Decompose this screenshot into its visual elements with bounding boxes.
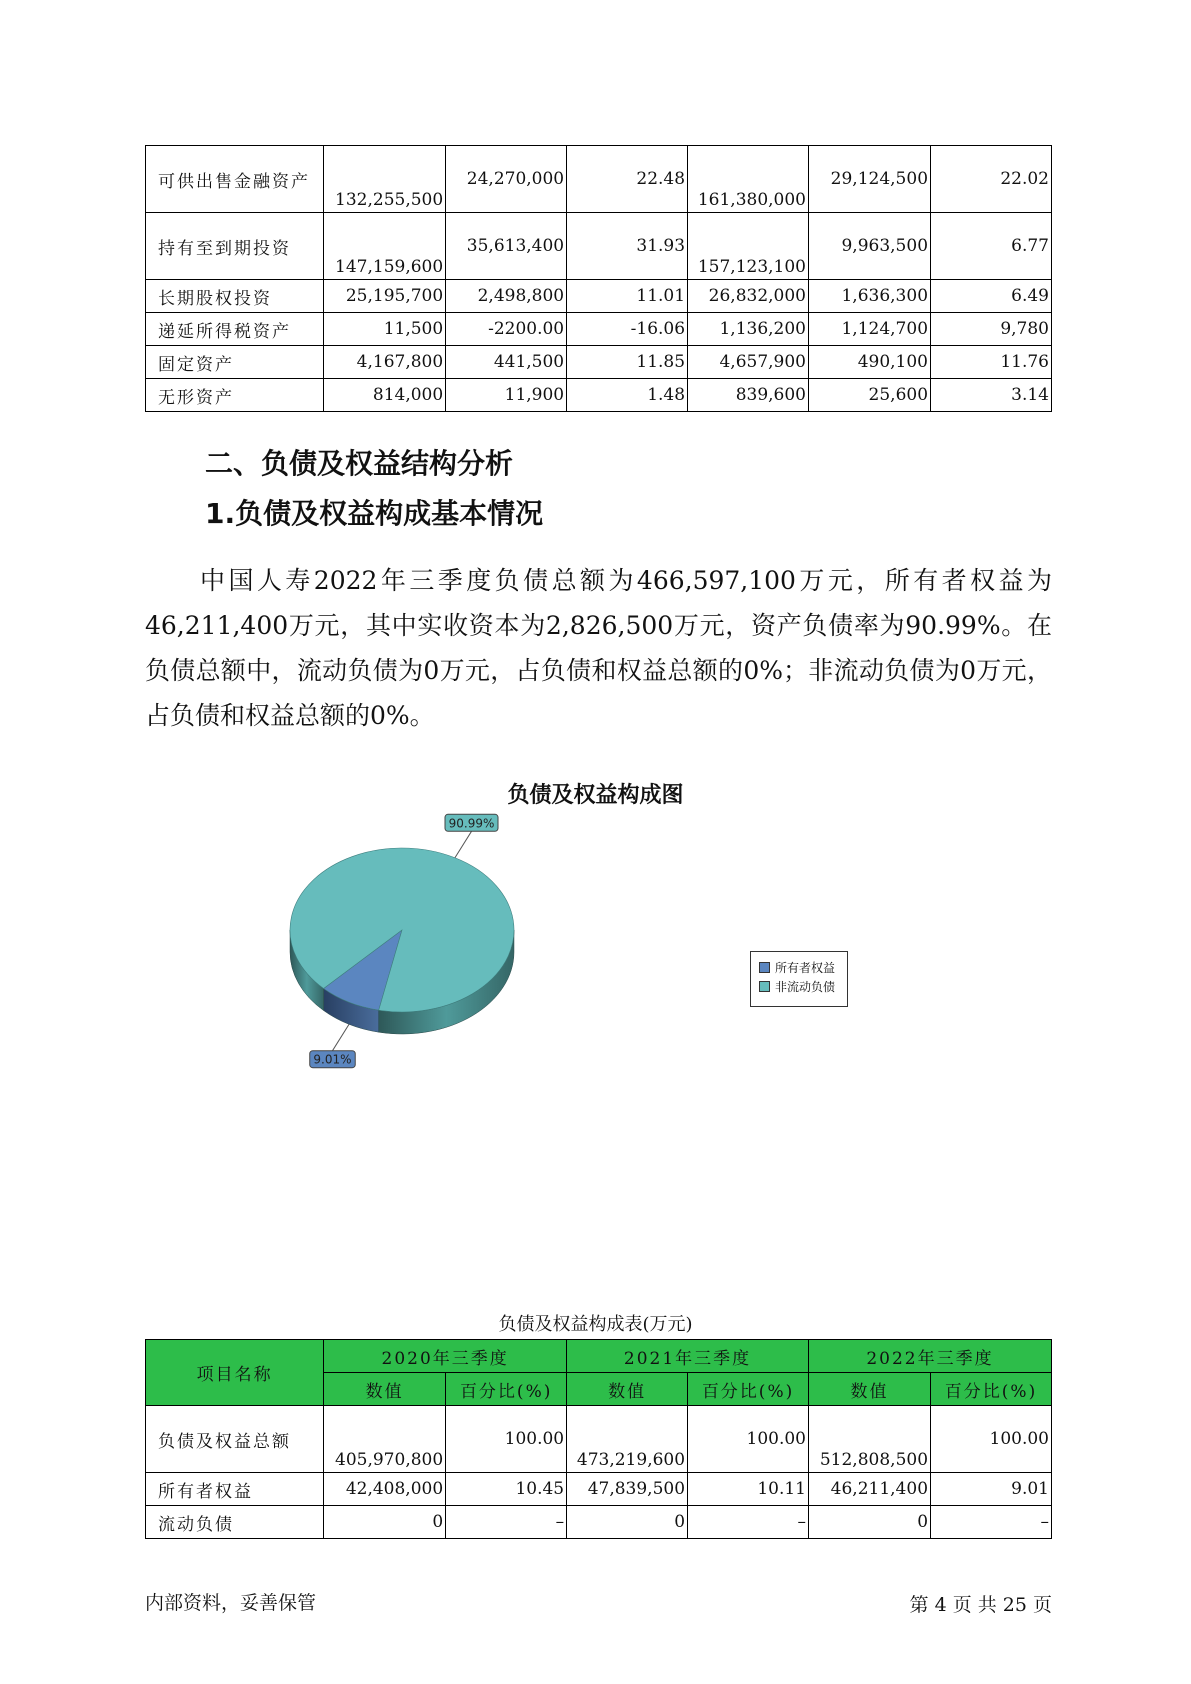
cell-change: 35,613,400 — [446, 213, 567, 280]
row-name: 无形资产 — [146, 379, 324, 412]
cell-pct: 9,780 — [931, 313, 1052, 346]
cell-change: 24,270,000 — [446, 146, 567, 213]
row-name: 流动负债 — [146, 1506, 324, 1539]
cell-value: 4,657,900 — [688, 346, 809, 379]
cell-pct: – — [931, 1506, 1052, 1539]
row-name: 长期股权投资 — [146, 280, 324, 313]
label-leader-line — [332, 1024, 349, 1050]
header-period: 2021年三季度 — [567, 1340, 809, 1373]
table-row — [146, 1506, 1052, 1539]
cell-value: 26,832,000 — [688, 280, 809, 313]
legend-item — [759, 977, 847, 996]
pie-layer — [290, 848, 514, 1034]
header-pct: 百分比(%) — [931, 1373, 1052, 1406]
cell-value: 157,123,100 — [688, 213, 809, 280]
cell-value: 4,167,800 — [324, 346, 446, 379]
cell-value: 405,970,800 — [324, 1406, 446, 1473]
assets-table — [145, 145, 1052, 412]
table-row — [146, 146, 1052, 213]
row-name: 递延所得税资产 — [146, 313, 324, 346]
table-row — [146, 213, 1052, 280]
cell-pct: 100.00 — [446, 1406, 567, 1473]
cell-pct: -16.06 — [567, 313, 688, 346]
row-name: 所有者权益 — [146, 1473, 324, 1506]
cell-change: 1,124,700 — [809, 313, 931, 346]
data-label: 9.01% — [313, 1052, 352, 1067]
cell-pct: 10.45 — [446, 1473, 567, 1506]
cell-pct: 6.49 — [931, 280, 1052, 313]
label-leader-line — [455, 831, 472, 857]
header-pct: 百分比(%) — [688, 1373, 809, 1406]
cell-value: 46,211,400 — [809, 1473, 931, 1506]
table-row — [146, 1406, 1052, 1473]
chart-legend — [750, 951, 848, 1007]
cell-value: 47,839,500 — [567, 1473, 688, 1506]
legend-label: 所有者权益 — [775, 961, 836, 975]
header-period: 2022年三季度 — [809, 1340, 1052, 1373]
cell-pct: 11.01 — [567, 280, 688, 313]
cell-value: 473,219,600 — [567, 1406, 688, 1473]
header-value: 数值 — [809, 1373, 931, 1406]
data-label: 90.99% — [448, 816, 495, 831]
header-value: 数值 — [567, 1373, 688, 1406]
legend-item — [759, 958, 847, 977]
cell-value: 147,159,600 — [324, 213, 446, 280]
legend-label: 非流动负债 — [775, 980, 836, 994]
cell-value: 814,000 — [324, 379, 446, 412]
cell-value: 0 — [567, 1506, 688, 1539]
cell-pct: 6.77 — [931, 213, 1052, 280]
table-row — [146, 379, 1052, 412]
liabilities-table — [145, 1339, 1052, 1539]
cell-change: 29,124,500 — [809, 146, 931, 213]
cell-pct: 3.14 — [931, 379, 1052, 412]
cell-pct: 1.48 — [567, 379, 688, 412]
footer-page-number: 第 4 页 共 25 页 — [909, 1594, 1052, 1616]
header-row — [146, 1340, 1052, 1373]
cell-change: 1,636,300 — [809, 280, 931, 313]
cell-value: 11,500 — [324, 313, 446, 346]
legend-swatch-owners-equity — [759, 962, 770, 973]
cell-value: 42,408,000 — [324, 1473, 446, 1506]
cell-pct: 22.02 — [931, 146, 1052, 213]
body-paragraph: 中国人寿2022年三季度负债总额为466,597,100万元，所有者权益为46,211,400万元，其中实收资本为2,826,500万元，资产负债率为90.99%。在负债总额中，流动负债为0万元，占负债和权益总额的0%；非流动负债为0万元，占负债和权益总额的0%。 — [145, 566, 1052, 730]
cell-value: 839,600 — [688, 379, 809, 412]
footer-confidential-note: 内部资料，妥善保管 — [145, 1592, 317, 1614]
cell-change: 9,963,500 — [809, 213, 931, 280]
cell-value: 512,808,500 — [809, 1406, 931, 1473]
cell-change: 441,500 — [446, 346, 567, 379]
table-row — [146, 280, 1052, 313]
cell-value: 132,255,500 — [324, 146, 446, 213]
row-name: 持有至到期投资 — [146, 213, 324, 280]
cell-value: 0 — [809, 1506, 931, 1539]
cell-pct: 11.85 — [567, 346, 688, 379]
table-row — [146, 313, 1052, 346]
table-caption: 负债及权益构成表(万元) — [498, 1314, 693, 1335]
table-row — [146, 346, 1052, 379]
header-item: 项目名称 — [146, 1340, 324, 1406]
cell-pct: 10.11 — [688, 1473, 809, 1506]
cell-value: 25,195,700 — [324, 280, 446, 313]
cell-pct: 22.48 — [567, 146, 688, 213]
section-heading: 二、负债及权益结构分析 — [205, 447, 514, 480]
row-name: 负债及权益总额 — [146, 1406, 324, 1473]
cell-pct: 9.01 — [931, 1473, 1052, 1506]
legend-swatch-noncurrent-liabilities — [759, 981, 770, 992]
subsection-heading: 1.负债及权益构成基本情况 — [205, 497, 544, 530]
cell-change: 490,100 — [809, 346, 931, 379]
cell-pct: 31.93 — [567, 213, 688, 280]
cell-pct: 100.00 — [931, 1406, 1052, 1473]
cell-pct: 11.76 — [931, 346, 1052, 379]
cell-pct: 100.00 — [688, 1406, 809, 1473]
cell-value: 1,136,200 — [688, 313, 809, 346]
cell-pct: – — [446, 1506, 567, 1539]
cell-value: 0 — [324, 1506, 446, 1539]
cell-change: 2,498,800 — [446, 280, 567, 313]
header-value: 数值 — [324, 1373, 446, 1406]
cell-change: 11,900 — [446, 379, 567, 412]
table-row — [146, 1473, 1052, 1506]
header-pct: 百分比(%) — [446, 1373, 567, 1406]
cell-pct: – — [688, 1506, 809, 1539]
row-name: 可供出售金融资产 — [146, 146, 324, 213]
cell-change: 25,600 — [809, 379, 931, 412]
header-period: 2020年三季度 — [324, 1340, 567, 1373]
cell-value: 161,380,000 — [688, 146, 809, 213]
pie-chart — [290, 816, 590, 1100]
row-name: 固定资产 — [146, 346, 324, 379]
pie-slice — [290, 848, 514, 1012]
cell-change: -2200.00 — [446, 313, 567, 346]
chart-title: 负债及权益构成图 — [507, 783, 684, 808]
